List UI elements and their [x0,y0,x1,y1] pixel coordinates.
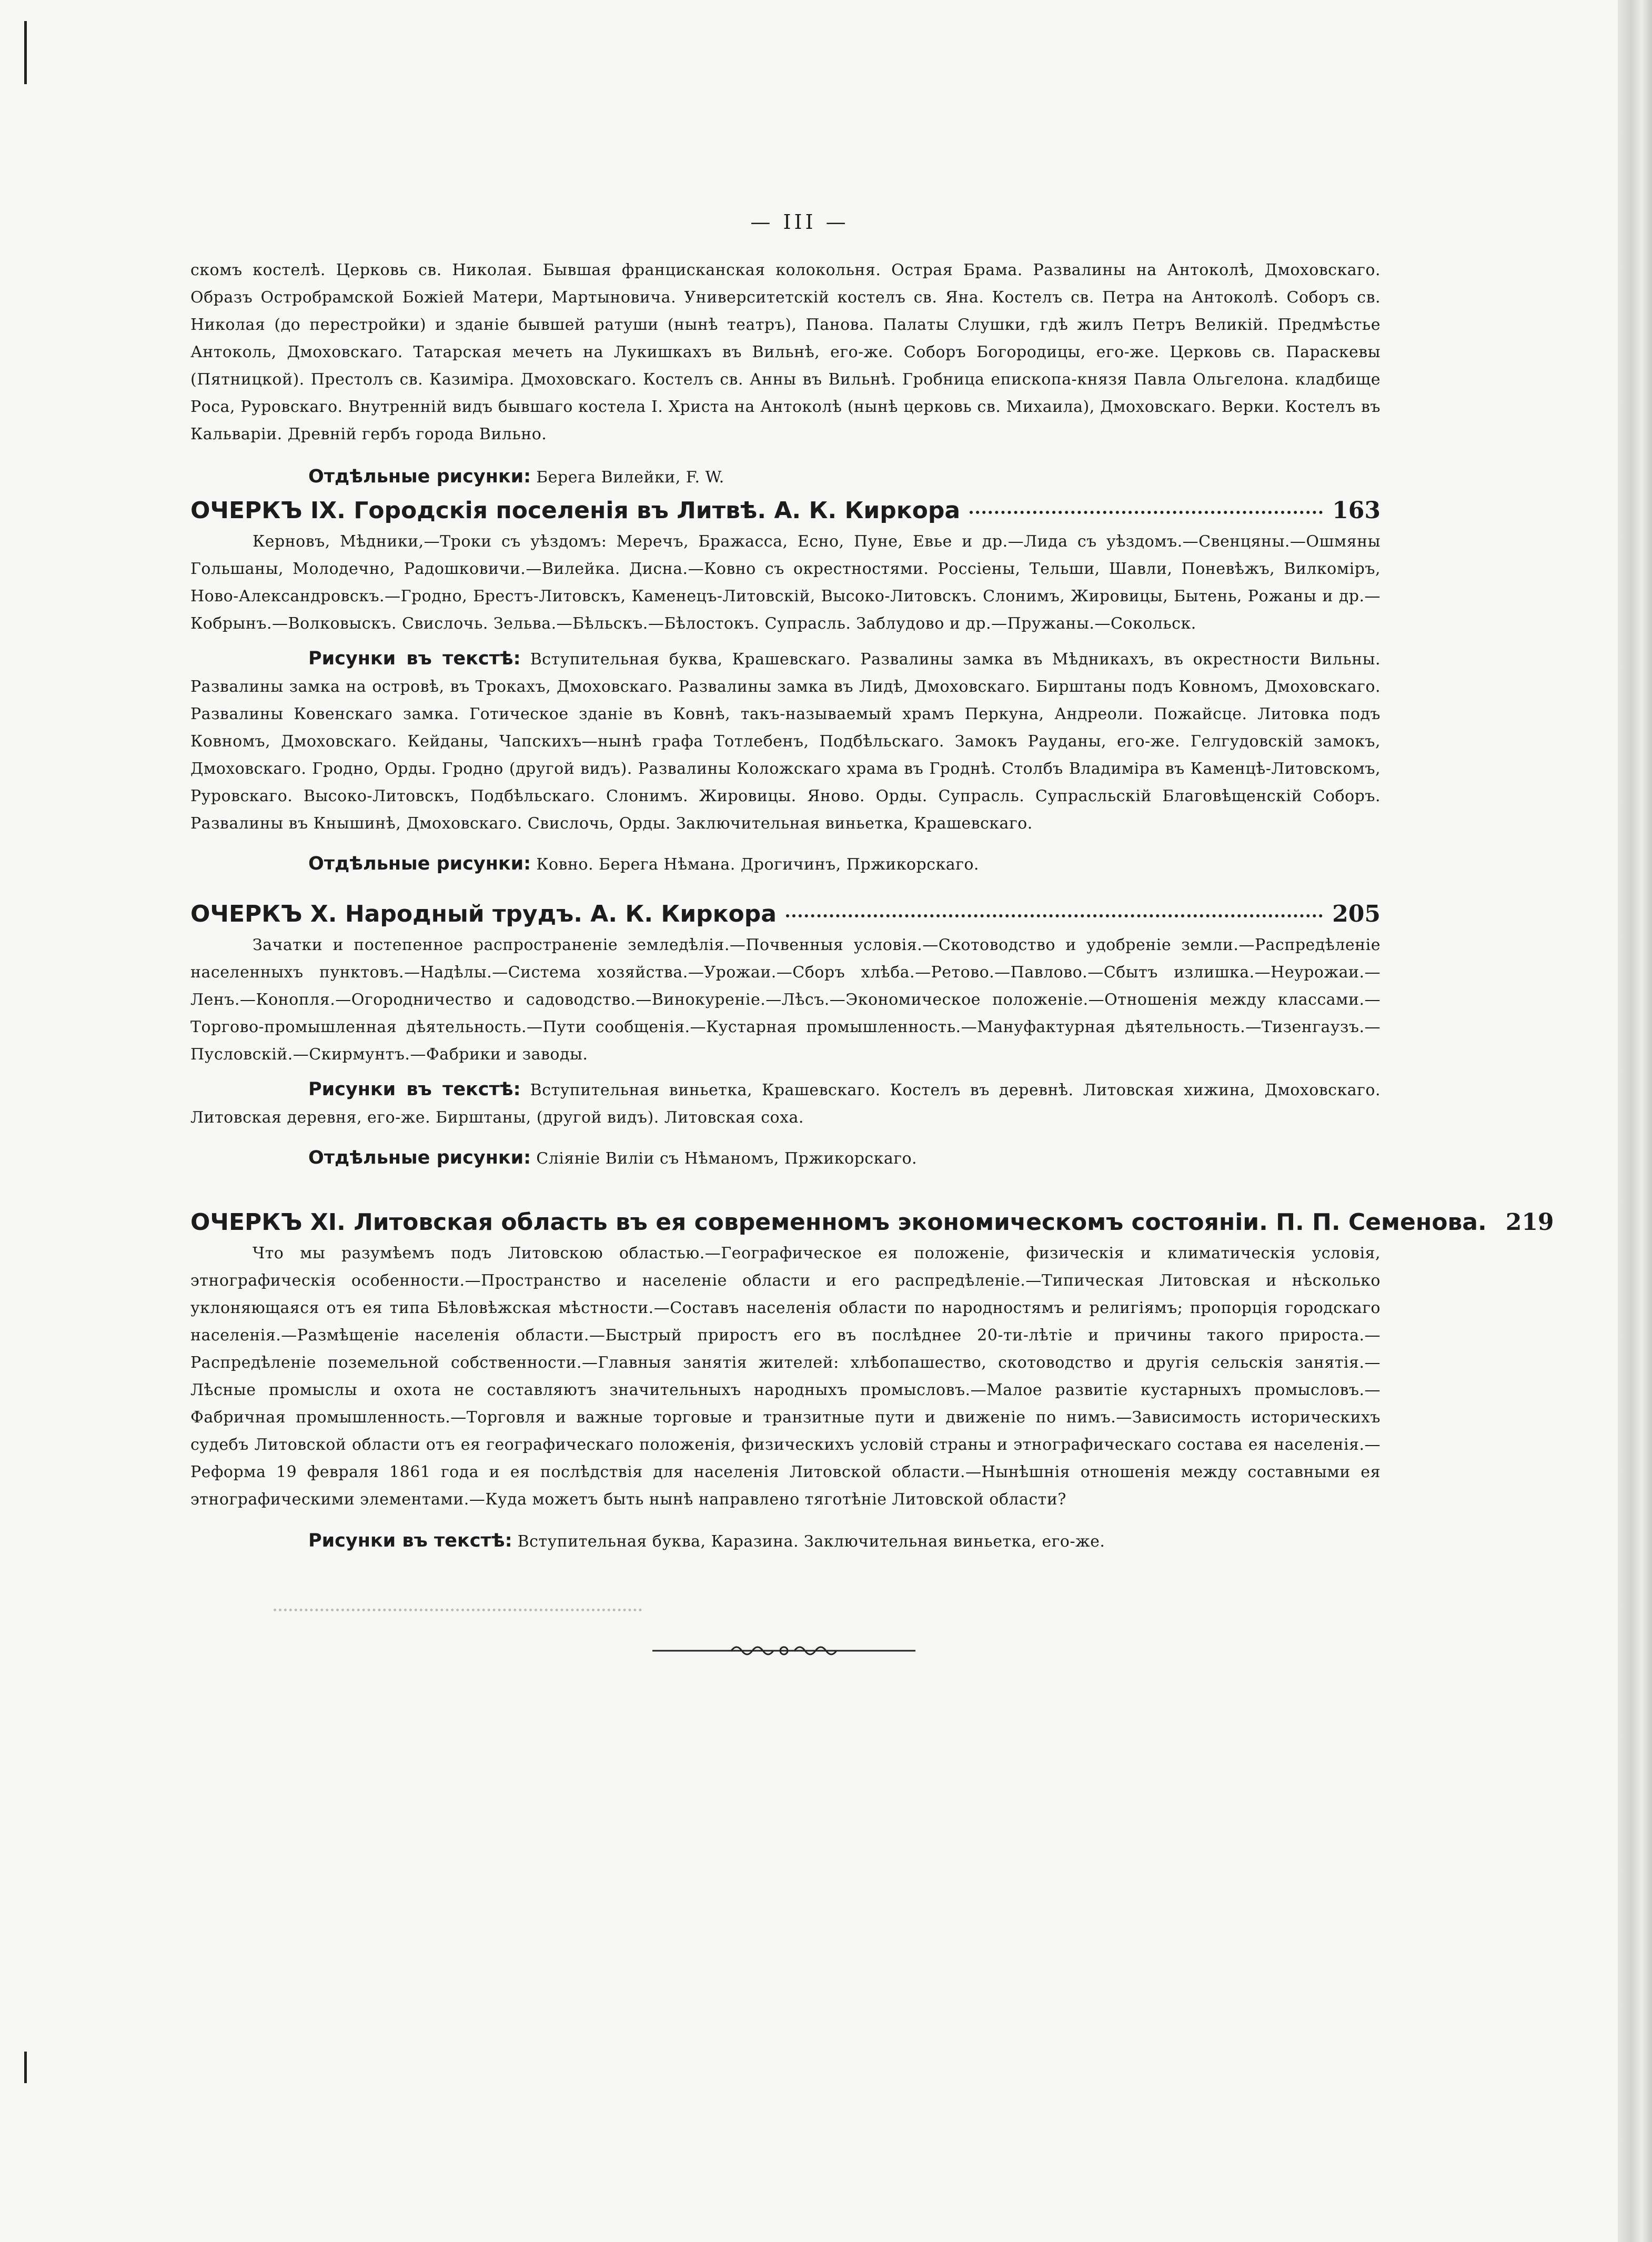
separate-figures-list: Ковно. Берега Нѣмана. Дрогичинъ, Пржикорскаго. [536,855,979,874]
separate-figures-label: Отдѣльные рисунки: [308,1147,531,1168]
chapter-xi [190,1209,1554,1556]
chapter-title: ОЧЕРКЪ XI. Литовская область въ ея современномъ экономическомъ состояніи. П. П. Семенова. [190,1209,1487,1236]
chapter-contents: Что мы разумѣемъ подъ Литовскою областью.—Географическое ея положеніе, физическія и климатическія условія, этнографическія особенности.—Пространство и населеніе области и его распредѣленіе.—Типическая Литовская и нѣсколько уклоняющаяся отъ ея типа Бѣловѣжская мѣстности.—Составъ населенія области по народностямъ и религіямъ; пропорція городскаго населенія.—Размѣщеніе населенія области.—Быстрый приростъ его въ послѣднее 20-ти-лѣтіе и причины такого прироста.—Распредѣленіе поземельной собственности.—Главныя занятія жителей: хлѣбопашество, скотоводство и другія сельскія занятія.—Лѣсные промыслы и охота не составляютъ значительныхъ народныхъ промысловъ.—Малое развитіе кустарныхъ промысловъ.—Фабричная промышленность.—Торговля и важные торговые и транзитные пути и движеніе по нимъ.—Зависимость историческихъ судебъ Литовской области отъ ея географическаго положенія, физическихъ условій страны и этнографическаго состава ея населенія.—Реформа 19 февраля 1861 года и ея послѣдствія для населенія Литовской области.—Нынѣшнія отношенія между составными ея этнографическими элементами.—Куда можетъ быть нынѣ направлено тяготѣніе Литовской области? [190,1244,1381,1509]
chapter-page: 163 [1332,497,1381,524]
text-figures-label: Рисунки въ текстѣ: [308,1530,512,1551]
chapter-title: ОЧЕРКЪ IX. Городскія поселенія въ Литвѣ. А. К. Киркора [190,497,961,524]
text-figures [190,1527,1381,1556]
text-figures-list: Вступительная буква, Каразина. Заключительная виньетка, его-же. [517,1532,1105,1551]
leader-dots [970,510,1323,514]
chapter-x [190,901,1381,1173]
separate-figures-text: Берега Вилейки, F. W. [536,468,724,487]
chapter-contents: Керновъ, Мѣдники,—Троки съ уѣздомъ: Меречъ, Бражасса, Есно, Пуне, Евье и др.—Лида съ уѣздомъ.—Свенцяны.—Ошмяны Гольшаны, Молодечно, Радошковичи.—Вилейка. Дисна.—Ковно съ окрестностями. Россіены, Тельши, Шавли, Поневѣжъ, Вилкоміръ, Ново-Александровскъ.—Гродно, Брестъ-Литовскъ, Каменецъ-Литовскій, Высоко-Литовскъ. Слонимъ, Жировицы, Бытень, Рожаны и др.—Кобрынъ.—Волковыскъ. Свислочь. Зельва.—Бѣльскъ.—Бѣлостокъ. Супрасль. Заблудово и др.—Пружаны.—Сокольск. [190,532,1381,633]
binding-mark [24,21,27,84]
separate-figures-list: Сліяніе Виліи съ Нѣманомъ, Пржикорскаго. [536,1149,918,1168]
chapter-ix [190,497,1381,878]
chapter-heading [190,901,1381,927]
tailpiece-vignette-icon [652,1640,915,1661]
text-figures-list: Вступительная виньетка, Крашевскаго. Костелъ въ деревнѣ. Литовская хижина, Дмоховскаго. Литовская деревня, его-же. Бирштаны, (другой видъ). Литовская соха. [190,1081,1381,1127]
bleed-through-dots [274,1604,642,1611]
binding-mark [24,2052,27,2083]
leader-dots [786,914,1323,917]
text-figures [190,1076,1381,1132]
separate-figures-label: Отдѣльные рисунки: [308,853,531,874]
chapter-heading [190,1209,1554,1236]
chapter-heading [190,497,1381,524]
chapter-title: ОЧЕРКЪ X. Народный трудъ. А. К. Киркора [190,901,777,927]
chapter-page: 219 [1505,1209,1554,1236]
text-figures [190,645,1381,837]
intro-section [190,257,1381,491]
text-figures-label: Рисунки въ текстѣ: [308,648,521,669]
page-number: — III — [750,210,849,234]
intro-separate-figures [190,463,1381,491]
text-figures-list: Вступительная буква, Крашевскаго. Развалины замка въ Мѣдникахъ, въ окрестности Вильны. Развалины замка на островѣ, въ Трокахъ, Дмоховскаго. Развалины замка въ Лидѣ, Дмоховскаго. Бирштаны подъ Ковномъ, Дмоховскаго. Развалины Ковенскаго замка. Готическое зданіе въ Ковнѣ, такъ-называемый храмъ Перкуна, Андреоли. Пожайсце. Литовка подъ Ковномъ, Дмоховскаго. Кейданы, Чапскихъ—нынѣ графа Тотлебенъ, Подбѣльскаго. Замокъ Рауданы, его-же. Гелгудовскій замокъ, Дмоховскаго. Гродно, Орды. Гродно (другой видъ). Развалины Коложскаго храма въ Гроднѣ. Столбъ Владиміра въ Каменцѣ-Литовскомъ, Руровскаго. Высоко-Литовскъ, Подбѣльскаго. Слонимъ. Жировицы. Яново. Орды. Супрасль. Супрасльскій Благовѣщенскій Соборъ. Развалины въ Кнышинѣ, Дмоховскаго. Свислочь, Орды. Заключительная виньетка, Крашевскаго. [190,650,1381,833]
text-figures-label: Рисунки въ текстѣ: [308,1079,521,1100]
intro-body: скомъ костелѣ. Церковь св. Николая. Бывшая францисканская колокольня. Острая Брама. Развалины на Антоколѣ, Дмоховскаго. Образъ Остробрамской Божіей Матери, Мартыновича. Университетскій костелъ св. Яна. Костелъ св. Петра на Антоколѣ. Соборъ св. Николая (до перестройки) и зданіе бывшей ратуши (нынѣ театръ), Панова. Палаты Слушки, гдѣ жилъ Петръ Великій. Предмѣстье Антоколь, Дмоховскаго. Татарская мечеть на Лукишкахъ въ Вильнѣ, его-же. Соборъ Богородицы, его-же. Церковь св. Параскевы (Пятницкой). Престолъ св. Казиміра. Дмоховскаго. Костелъ св. Анны въ Вильнѣ. Гробница епископа-князя Павла Ольгелона. кладбище Роса, Руровскаго. Внутренній видъ бывшаго костела I. Христа на Антоколѣ (нынѣ церковь св. Михаила), Дмоховскаго. Верки. Костелъ въ Кальваріи. Древній гербъ города Вильно. [190,261,1381,443]
chapter-contents: Зачатки и постепенное распространеніе земледѣлія.—Почвенныя условія.—Скотоводство и удобреніе земли.—Распредѣленіе населенныхъ пунктовъ.—Надѣлы.—Система хозяйства.—Урожаи.—Сборъ хлѣба.—Ретово.—Павлово.—Сбытъ излишка.—Неурожаи.—Ленъ.—Конопля.—Огородничество и садоводство.—Винокуреніе.—Лѣсъ.—Экономическое положеніе.—Отношенія между классами.—Торгово-промышленная дѣятельность.—Пути сообщенія.—Кустарная промышленность.—Мануфактурная дѣятельность.—Тизенгаузъ.—Пусловскій.—Скирмунтъ.—Фабрики и заводы. [190,936,1381,1064]
chapter-page: 205 [1332,901,1381,927]
separate-figures [190,850,1381,878]
separate-figures-label: Отдѣльные рисунки: [308,466,531,487]
separate-figures [190,1144,1381,1173]
page-edge [1618,0,1652,2242]
